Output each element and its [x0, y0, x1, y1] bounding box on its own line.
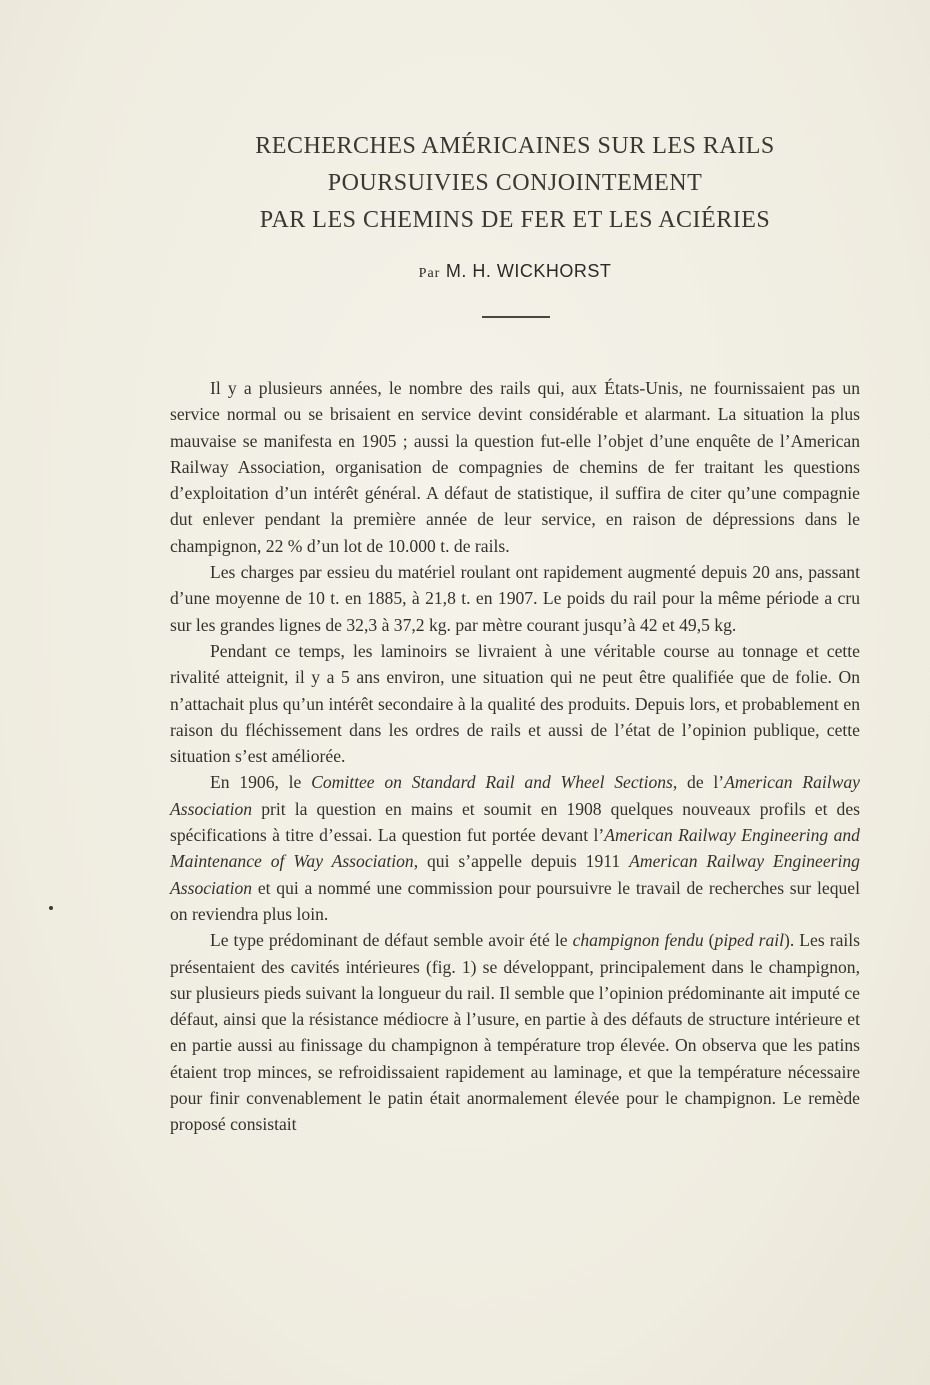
scan-speck [49, 906, 53, 910]
paragraph-4 [170, 769, 860, 927]
p4-engineering-association-name: American Railway Engineering Association [170, 851, 860, 898]
byline-author: M. H. WICKHORST [445, 261, 612, 281]
paragraph-3: Pendant ce temps, les laminoirs se livraient à une véritable course au tonnage et cette rivalité atteignit, il y a 5 ans environ, une situation qui ne peut être qualifiée que de folie. On n’attachait plus qu’un intérêt secondaire à la qualité des produits. Depuis lors, et probablement en raison du fléchissement dans les ordres de rails et aussi de l’état de l’opinion publique, cette situation s’est améliorée. [170, 640, 860, 767]
p4-text-g: , qui s’appelle depuis 1911 [413, 851, 630, 872]
title-line-3: PAR LES CHEMINS DE FER ET LES ACIÉRIES [259, 207, 771, 233]
p4-text-c: , de l’ [672, 772, 725, 793]
p5-text-e: ). Les rails présentaient des cavités intérieures (fig. 1) se développant, principalement dans le champignon, sur plusieurs pieds suivant la longueur du rail. Il semble que l’opinion prédominante ait imputé ce défaut, ainsi que la résistance médiocre à l’usure, en partie à des défauts de structure intérieure et en partie aussi au finissage du champignon à température trop élevée. On observa que les patins étaient trop minces, se refroidissaient rapidement au laminage, et que la température nécessaire pour finir convenablement le patin était anormalement élevée pour le champignon. Le remède proposé consistait [170, 930, 861, 1135]
p4-text-e: prit la question en mains et soumit en 1908 quelques nouveaux profils et des spécifications à titre d’essai. La question fut portée devant l’ [170, 798, 860, 846]
paragraph-5 [170, 927, 860, 1137]
byline-par: Par [418, 266, 441, 281]
article-title [170, 128, 860, 239]
article-body [170, 375, 860, 1138]
p4-text-i: et qui a nommé une commission pour poursuivre le travail de recherches sur lequel on reviendra plus loin. [170, 877, 860, 924]
paragraph-2: Les charges par essieu du matériel roulant ont rapidement augmenté depuis 20 ans, passant d’une moyenne de 10 t. en 1885, à 21,8 t. en 1907. Le poids du rail pour la même période a cru sur les grandes lignes de 32,3 à 37,2 kg. par mètre courant jusqu’à 42 et 49,5 kg. [170, 562, 860, 635]
p4-committee-name: Comittee on Standard Rail and Wheel Sections [311, 772, 673, 793]
p5-text-c: ( [703, 930, 715, 951]
p5-champignon-fendu: champignon fendu [572, 930, 704, 951]
byline [170, 261, 860, 282]
p5-text-a: Le type prédominant de défaut semble avoir été le [210, 930, 573, 951]
p4-text-a: En 1906, le [210, 772, 312, 793]
title-line-1: RECHERCHES AMÉRICAINES SUR LES RAILS [255, 133, 775, 159]
p4-association-name: American Railway Association [170, 772, 860, 819]
paragraph-1: Il y a plusieurs années, le nombre des rails qui, aux États-Unis, ne fournissaient pas un service normal ou se brisaient en service devint considérable et alarmant. La situation la plus mauvaise se manifesta en 1905 ; aussi la question fut-elle l’objet d’une enquête de l’American Railway Association, organisation de compagnies de chemins de fer traitant les questions d’exploitation d’un intérêt général. A défaut de statistique, il suffira de citer qu’une compagnie dut enlever pendant la première année de leur service, en raison de dépressions dans le champignon, 22 % d’un lot de 10.000 t. de rails. [170, 378, 860, 556]
p5-piped-rail: piped rail [714, 930, 785, 951]
title-divider [482, 316, 550, 318]
title-line-2: POURSUIVIES CONJOINTEMENT [327, 170, 703, 196]
p4-maintenance-association-name: American Railway Engineering and Maintenance of Way Association [170, 825, 860, 872]
